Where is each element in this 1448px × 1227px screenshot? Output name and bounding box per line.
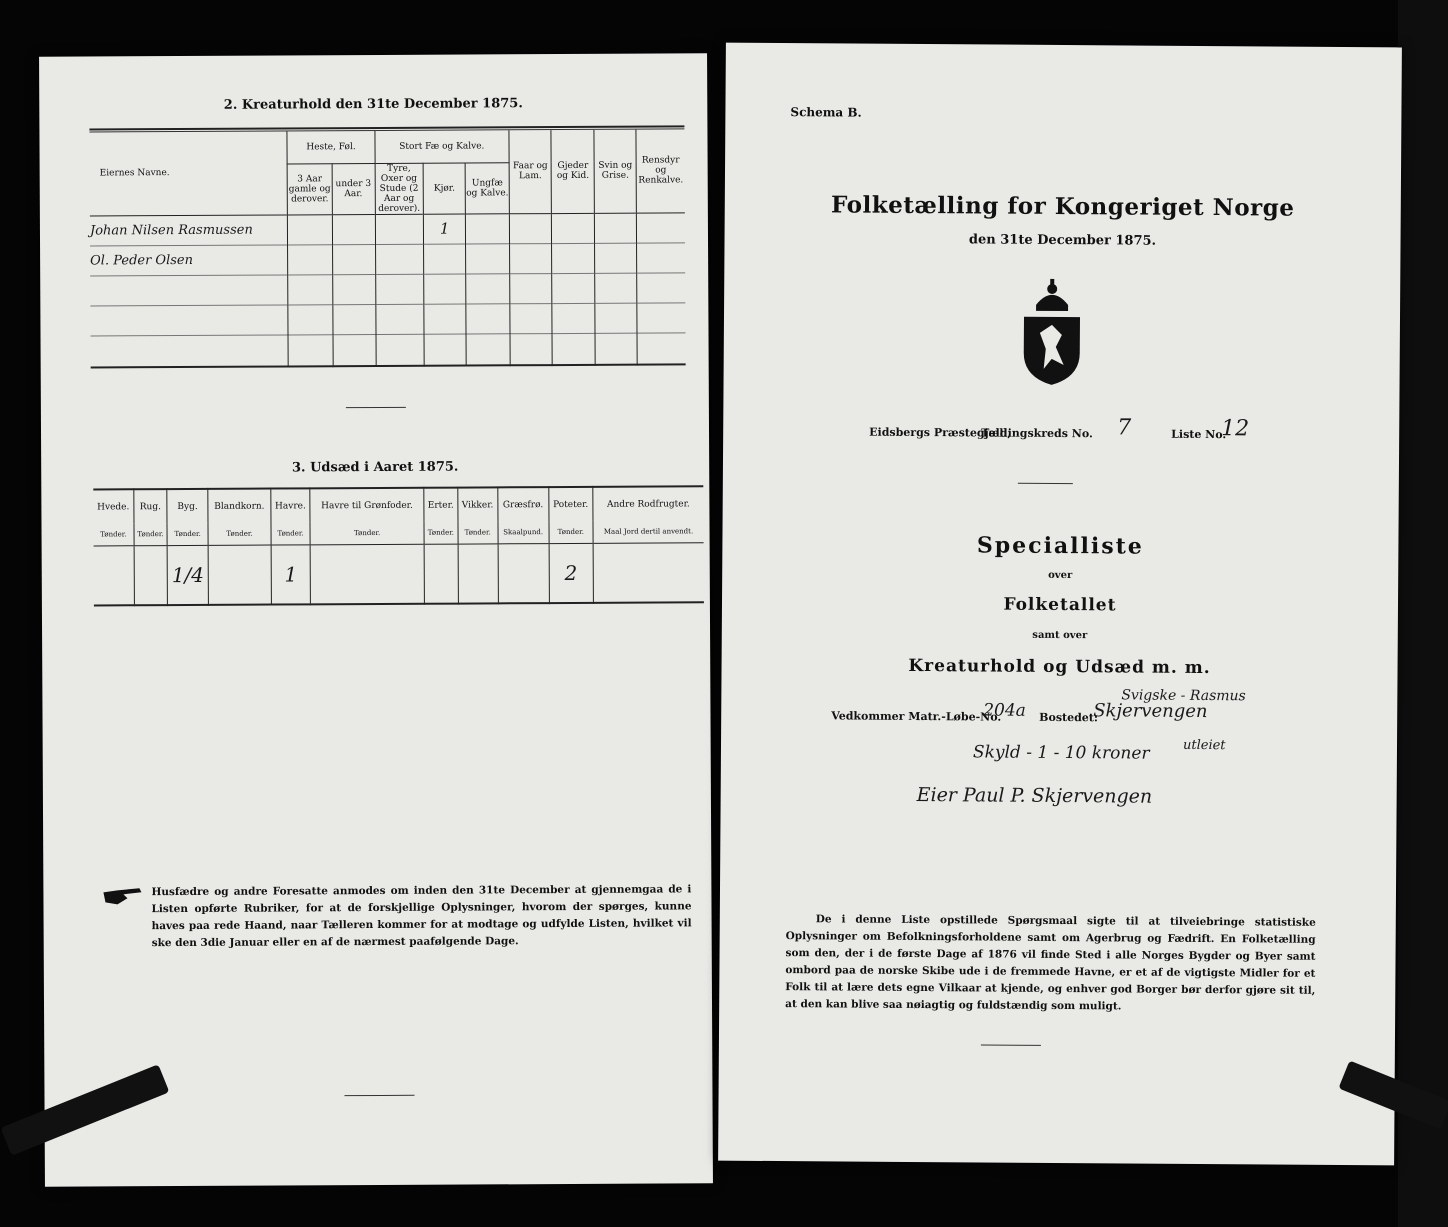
specialliste-title: Specialliste [976,532,1144,560]
svin-header: Svin og Grise. [594,130,637,213]
lobe-no: 204a [983,700,1026,721]
kreaturhold-table [89,129,685,368]
stort-sub3: Ungfæ og Kalve. [465,162,509,213]
owner-2: Ol. Peder Olsen [90,244,288,275]
udsaed-value-7 [458,543,498,603]
stort-sub2: Kjør. [423,163,466,214]
census-title: Folketælling for Kongeriget Norge [831,191,1295,222]
udsaed-value-1 [134,545,168,605]
stort-header: Stort Fæ og Kalve. [375,130,509,163]
section2-title: 2. Kreaturhold den 31te December 1875. [223,96,523,113]
udsaed-value-10 [593,542,704,603]
skyld-note: utleiet [1182,737,1226,754]
gjeder-header: Gjeder og Kid. [551,130,594,213]
pointing-hand-icon [101,886,143,906]
udsaed-col-6: Erter. [424,488,458,522]
udsaed-col-3: Blandkorn. [208,489,271,523]
udsaed-unit-5: Tønder. [310,522,424,545]
udsaed-col-2: Byg. [167,489,208,523]
eier-line: Eier Paul P. Skjervengen [916,784,1153,808]
udsaed-unit-10: Maal Jord dertil anvendt. [593,520,704,543]
notice-text: Husfædre og andre Foresatte anmodes om inden den 31te December at gjennemgaa de i Listen opførte Rubriker, for at de forskjellige Oplysninger, hvorom der spørges, kunne haves paa rede Haand, naar Tælleren kommer for at modtage og udfylde Listen, hvilket vil ske den 3die Januar eller en af de nærmest paafølgende Dage. [151,883,692,950]
census-date: den 31te December 1875. [968,232,1157,249]
udsaed-col-4: Havre. [271,488,310,522]
udsaed-unit-6: Tønder. [424,522,458,544]
coat-of-arms-icon [1016,277,1089,387]
page-edge [1398,0,1448,1227]
liste-no: 12 [1221,416,1250,442]
udsaed-unit-4: Tønder. [271,522,310,544]
heste-header: Heste, Føl. [287,131,374,163]
bosted-line2: Skjervengen [1093,700,1208,723]
udsaed-unit-1: Tønder. [134,523,168,545]
udsaed-value-8 [498,543,549,603]
udsaed-value-3 [208,545,271,605]
udsaed-col-8: Græsfrø. [498,487,549,521]
section3-title: 3. Udsæd i Aaret 1875. [291,459,459,476]
udsaed-value-9: 2 [549,543,594,603]
udsaed-col-1: Rug. [134,489,168,523]
kreds-label: Tællingskreds No. [981,426,1093,441]
udsaed-unit-8: Skaalpund. [498,521,549,543]
footer-text: De i denne Liste opstillede Spørgsmaal sigte til at tilveiebringe statistiske Oplysninger om Befolkningsforholdene samt om Agerbrug og Fædrift. En Folketælling som den, der i de første Dage af 1876 vil finde Sted i alle Norges Bygder og Byer samt ombord paa de norske Skibe ude i de fremmede Havne, er et af de vigtigste Midler for et Folk til at lære dets egne Vilkaar at kjende, og enhver god Borger bør derfor gjøre sit til, at den kan blive saa nøiagtig og fuldstændig som muligt. [785,913,1316,1013]
bostedet-label: Bostedet: [1039,710,1099,725]
udsaed-col-0: Hvede. [93,489,133,523]
faar-header: Faar og Lam. [509,130,552,213]
udsaed-unit-2: Tønder. [167,523,208,545]
heste-sub2: under 3 Aar. [332,163,375,214]
rensdyr-header: Rensdyr og Renkalve. [636,129,685,212]
udsaed-value-5 [310,544,424,605]
udsaed-col-5: Havre til Grønfoder. [310,488,424,523]
owner1-kjor: 1 [423,214,466,244]
bosted-line1: Svigske - Rasmus [1121,687,1246,705]
udsaed-unit-0: Tønder. [93,523,133,545]
stort-sub1: Tyre, Oxer og Stude (2 Aar og derover). [375,163,424,214]
folketallet: Folketallet [1003,594,1117,616]
skyld-line: Skyld - 1 - 10 kroner [972,742,1150,764]
udsaed-value-2: 1/4 [167,545,208,605]
udsaed-col-9: Poteter. [548,487,593,521]
samt-over: samt over [1032,629,1088,642]
over-1: over [1048,569,1073,582]
udsaed-value-6 [424,544,458,604]
left-page [39,53,713,1186]
udsaed-unit-3: Tønder. [208,523,271,545]
schema-label: Schema B. [790,105,862,120]
liste-label: Liste No. [1171,427,1227,442]
udsaed-col-10: Andre Rodfrugter. [593,486,704,521]
kreaturhold-title: Kreaturhold og Udsæd m. m. [908,655,1211,679]
vedkommer-label: Vedkommer Matr.-Løbe-No. [831,709,1002,724]
prestegjeld-label: Eidsbergs Præstegjeld, [869,425,1012,440]
udsaed-unit-7: Tønder. [458,521,498,543]
udsaed-value-0 [94,545,135,605]
kreds-no: 7 [1117,415,1132,441]
udsaed-unit-9: Tønder. [549,521,594,543]
right-page [718,43,1402,1166]
udsaed-col-7: Vikker. [457,487,497,521]
udsaed-value-4: 1 [271,544,310,604]
udsaed-table [93,485,704,606]
owners-header: Eiernes Navne. [89,131,287,215]
heste-sub1: 3 Aar gamle og derover. [287,163,332,214]
owner-1: Johan Nilsen Rasmussen [90,214,288,245]
